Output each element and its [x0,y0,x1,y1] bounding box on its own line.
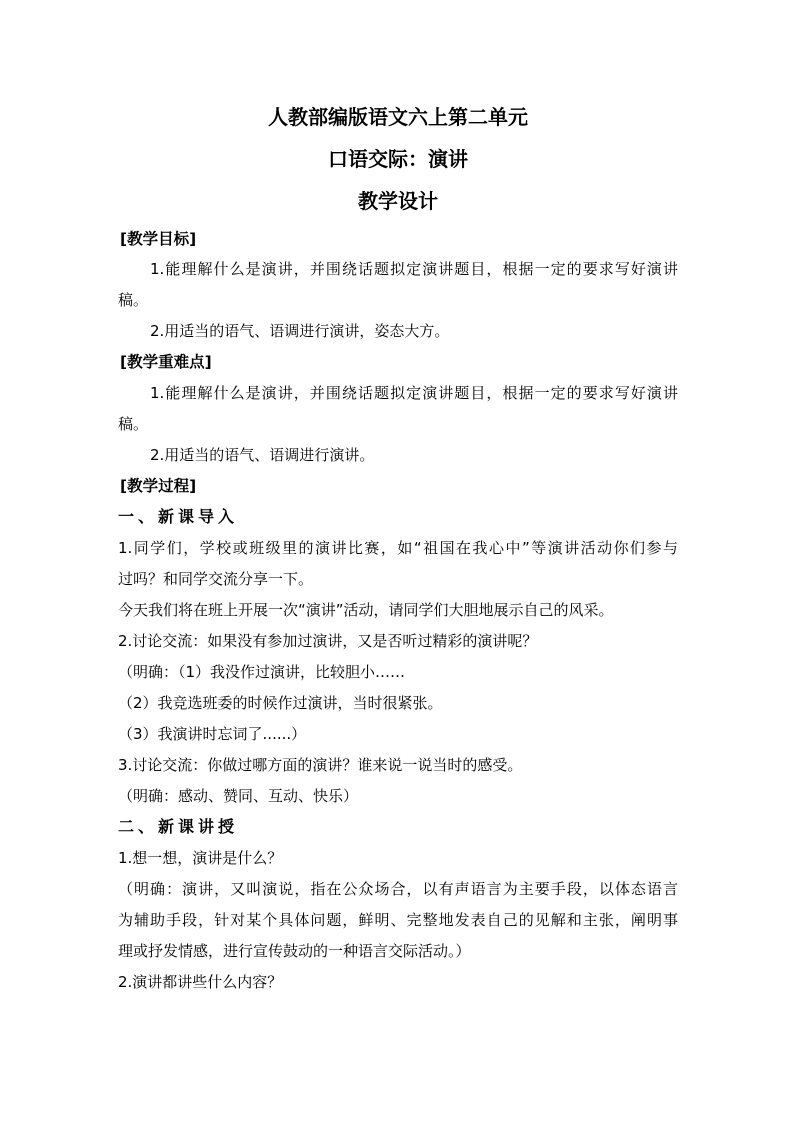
section-2-line: 2.演讲都讲些什么内容？ [118,973,283,991]
section-2-line: 为辅助手段，针对某个具体问题，鲜明、完整地发表自己的见解和主张，阐明事 [118,911,678,929]
key-points-heading: [教学重难点] [120,353,212,371]
section-1-line: 3.讨论交流：你做过哪方面的演讲？谁来说一说当时的感受。 [118,756,523,774]
goals-item-1: 1.能理解什么是演讲，并围绕话题拟定演讲题目，根据一定的要求写好演讲 [150,260,678,278]
process-heading: [教学过程] [120,477,197,495]
section-1-line: （2）我竞选班委的时候作过演讲，当时很紧张。 [118,694,443,712]
lesson-title: 口语交际：演讲 [328,147,468,171]
section-1-line: 1.同学们，学校或班级里的演讲比赛，如“祖国在我心中”等演讲活动你们参与 [118,539,678,557]
document-title: 人教部编版语文六上第二单元 [268,105,528,129]
section-1-line: （明确：感动、赞同、互动、快乐） [118,787,359,805]
key-points-item-2: 2.用适当的语气、语调进行演讲。 [150,446,375,464]
section-1-line: 今天我们将在班上开展一次“演讲”活动，请同学们大胆地展示自己的风采。 [118,601,614,619]
key-points-item-1: 1.能理解什么是演讲，并围绕话题拟定演讲题目，根据一定的要求写好演讲 [150,384,678,402]
section-1-line: （3）我演讲时忘词了......） [118,725,307,743]
section-2-line: （明确：演讲，又叫演说，指在公众场合，以有声语言为主要手段，以体态语言 [118,880,678,898]
goals-item-2: 2.用适当的语气、语调进行演讲，姿态大方。 [150,322,450,340]
section-2-title: 二、新课讲授 [118,817,239,836]
section-2-line: 1.想一想，演讲是什么？ [118,849,283,867]
section-1-title: 一、新课导入 [118,507,239,526]
goals-heading: [教学目标] [120,230,197,248]
section-1-line: 过吗？和同学交流分享一下。 [118,570,314,588]
section-1-line: （明确：（1）我没作过演讲，比较胆小…… [118,663,406,681]
key-points-item-1-cont: 稿。 [118,415,149,433]
section-1-line: 2.讨论交流：如果没有参加过演讲，又是否听过精彩的演讲呢？ [118,632,538,650]
design-title: 教学设计 [358,189,438,213]
goals-item-1-cont: 稿。 [118,291,149,309]
section-2-line: 理或抒发情感，进行宣传鼓动的一种语言交际活动。） [118,942,471,960]
